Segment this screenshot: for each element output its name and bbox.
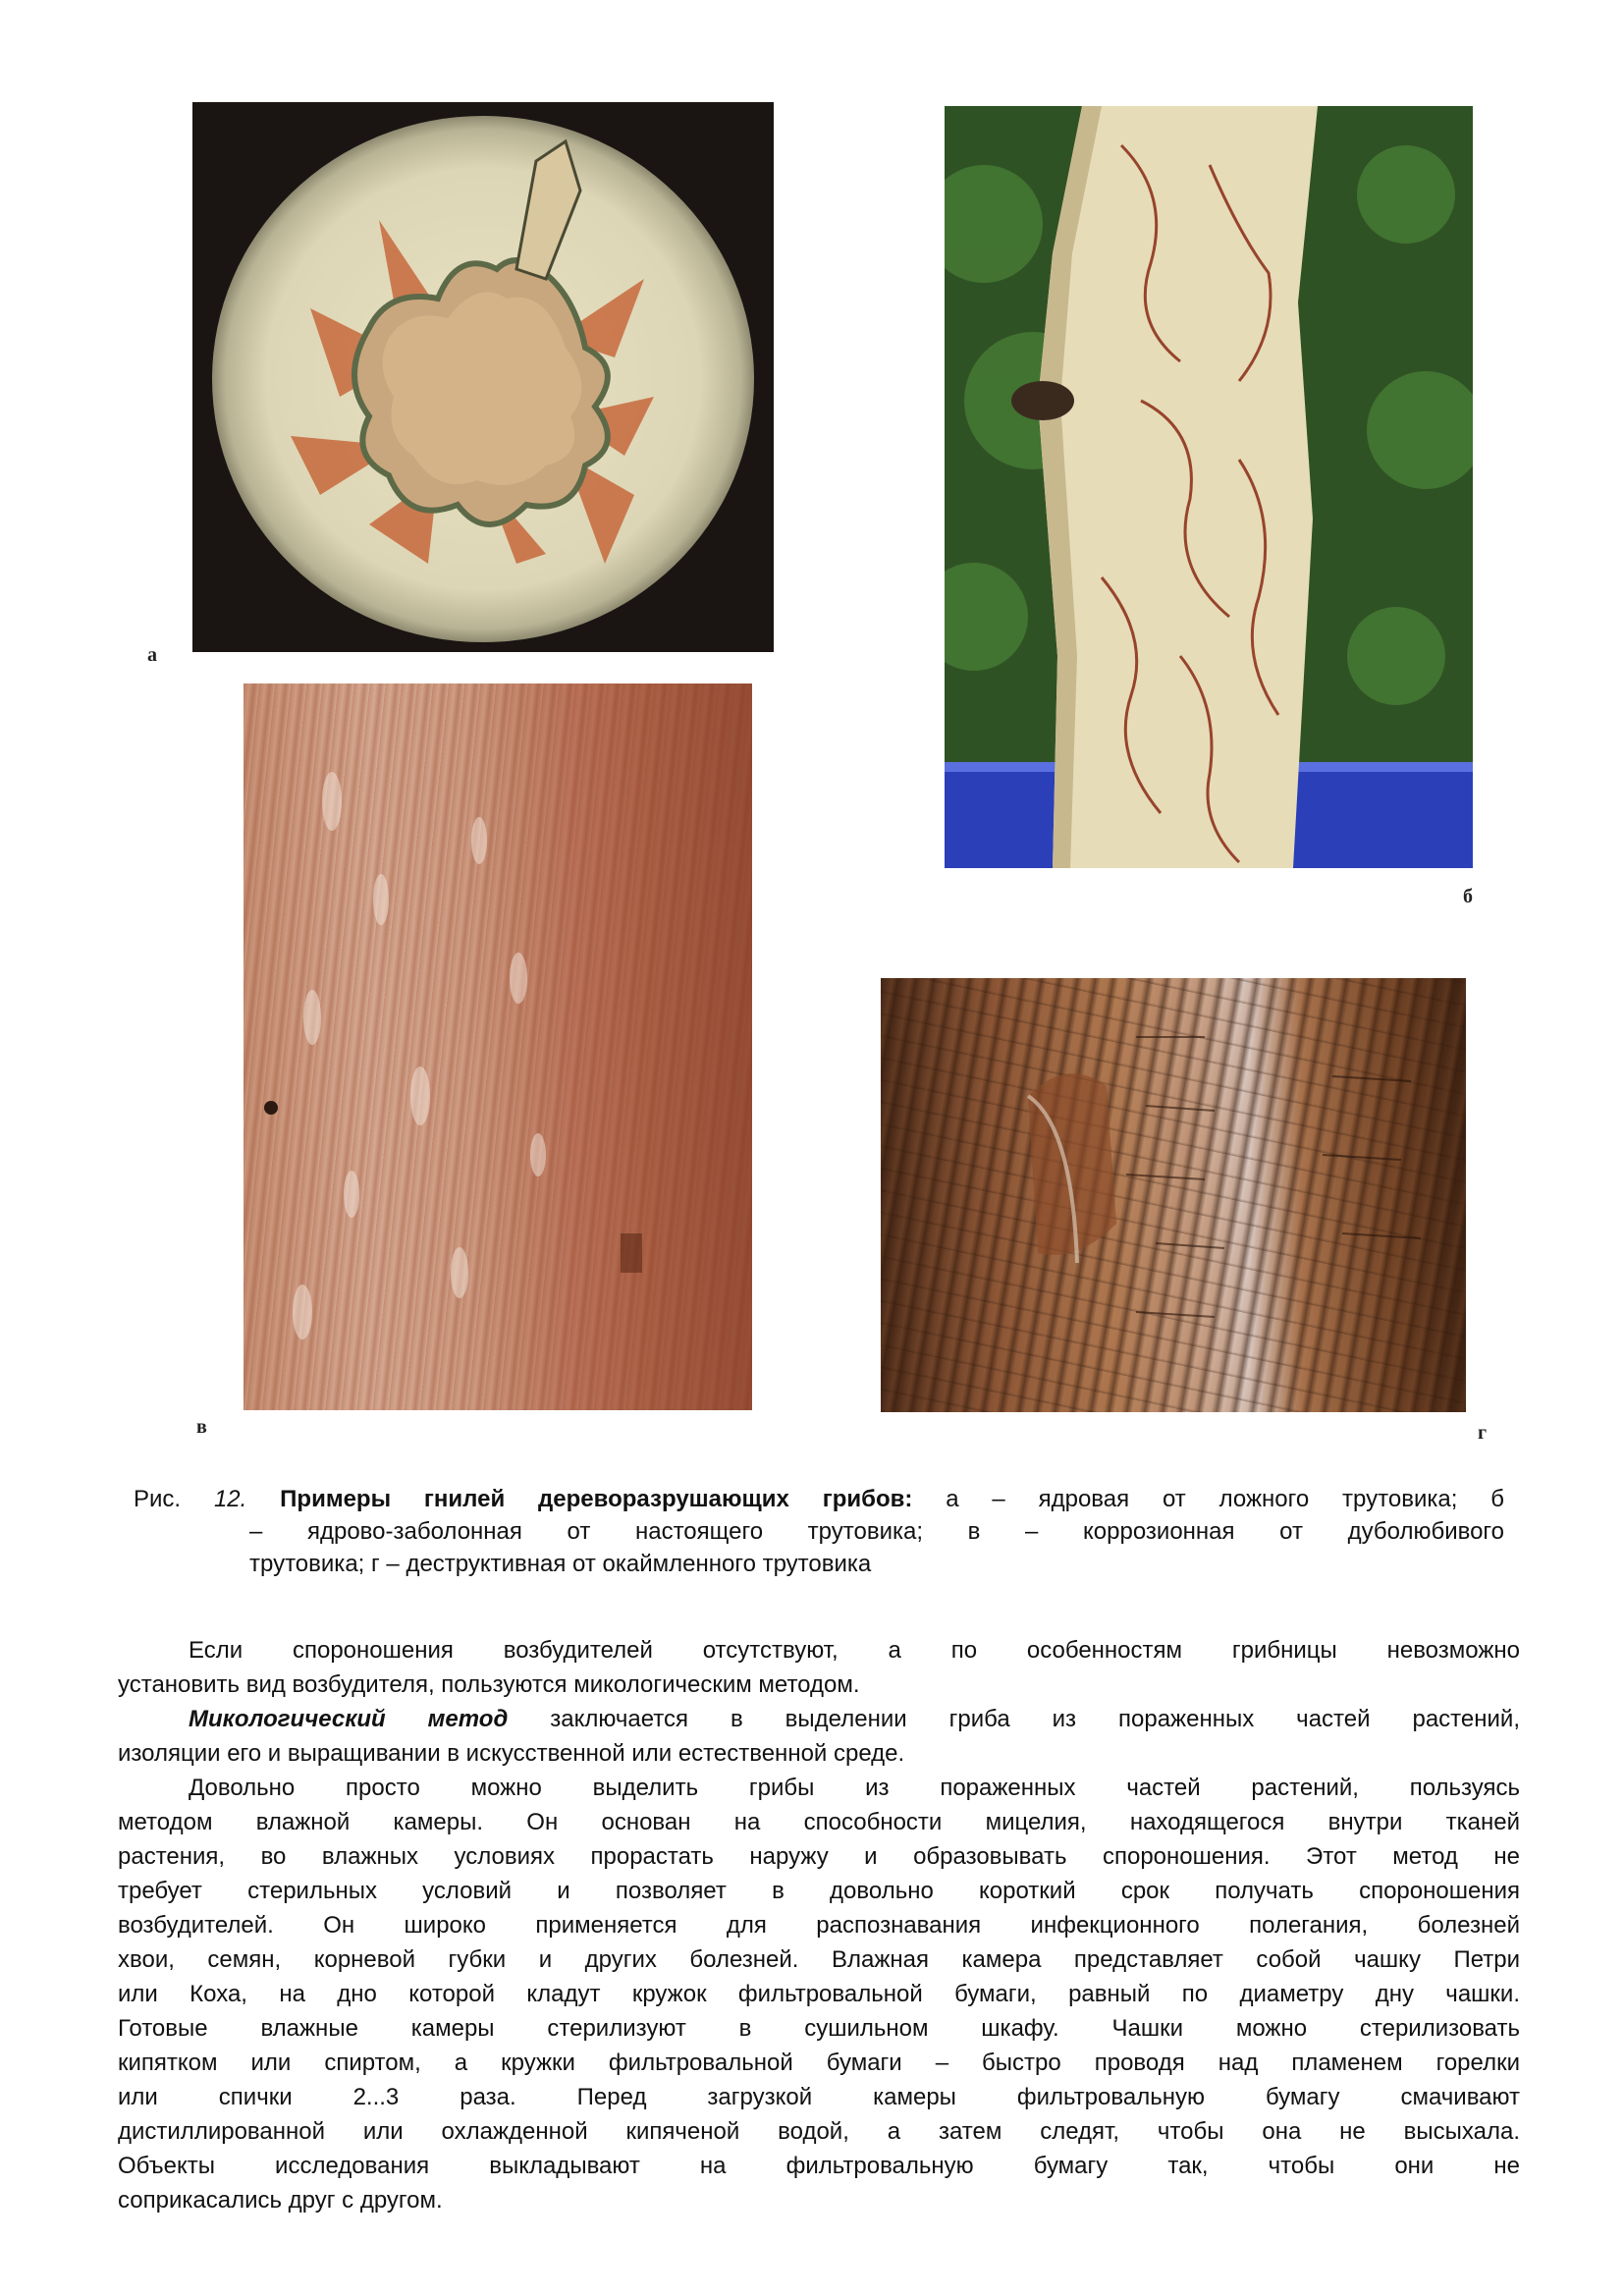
photo-heart-rot <box>192 102 774 652</box>
label-b: б <box>1463 886 1473 907</box>
figure-caption <box>134 1483 1504 1580</box>
paragraph-3-line: возбудителей. Он широко применяется для распознавания инфекционного полегания, болезней <box>118 1912 1520 1939</box>
paragraph-1-line-2: установить вид возбудителя, пользуются микологическим методом. <box>118 1671 860 1698</box>
body-text <box>118 1633 1520 2217</box>
photo-corrosive-rot-drawing <box>244 683 752 1410</box>
paragraph-2-line-1 <box>118 1702 1520 1736</box>
photo-destructive-rot-drawing <box>881 978 1466 1412</box>
caption-line-1-rest: а – ядровая от ложного трутовика; б <box>912 1486 1504 1512</box>
photo-heart-sapwood-rot <box>945 106 1473 868</box>
photo-corrosive-rot <box>244 683 752 1410</box>
caption-line-2: – ядрово-заболонная от настоящего трутовика; в – коррозионная от дуболюбивого <box>249 1518 1504 1545</box>
caption-line-3: трутовика; г – деструктивная от окаймленного трутовика <box>249 1551 872 1577</box>
paragraph-3-line: хвои, семян, корневой губки и других болезней. Влажная камера представляет собой чашку Петри <box>118 1946 1520 1973</box>
paragraph-3-line: методом влажной камеры. Он основан на способности мицелия, находящегося внутри тканей <box>118 1809 1520 1835</box>
photo-heart-sapwood-rot-drawing <box>945 106 1473 868</box>
paragraph-3-line: или Коха, на дно которой кладут кружок фильтровальной бумаги, равный по диаметру дну чашки. <box>118 1981 1520 2007</box>
paragraph-2-line-2: изоляции его и выращивании в искусственной или естественной среде. <box>118 1740 905 1767</box>
label-g: г <box>1478 1422 1488 1444</box>
photo-destructive-rot <box>881 978 1466 1412</box>
paragraph-3-line: требует стерильных условий и позволяет в довольно короткий срок получать спороношения <box>118 1878 1520 1904</box>
label-a: а <box>147 644 157 666</box>
label-v: в <box>196 1416 207 1438</box>
paragraph-1-line-1: Если спороношения возбудителей отсутствуют, а по особенностям грибницы невозможно <box>189 1637 1520 1664</box>
paragraph-3-line: растения, во влажных условиях прорастать наружу и образовывать спороношения. Этот метод не <box>118 1843 1520 1870</box>
paragraph-3-line: кипятком или спиртом, а кружки фильтровальной бумаги – быстро проводя над пламенем горелки <box>118 2050 1520 2076</box>
caption-number: 12. <box>213 1486 247 1512</box>
paragraph-2-line-1-rest: заключается в выделении гриба из пораженных частей растений, <box>508 1706 1520 1732</box>
paragraph-3-line: Готовые влажные камеры стерилизуют в сушильном шкафу. Чашки можно стерилизовать <box>118 2015 1520 2042</box>
caption-prefix: Рис. <box>134 1486 214 1512</box>
paragraph-3-line: соприкасались друг с другом. <box>118 2187 443 2214</box>
photo-heart-rot-drawing <box>192 102 774 652</box>
caption-line-1 <box>134 1483 1504 1515</box>
paragraph-3-line: Объекты исследования выкладывают на фильтровальную бумагу так, чтобы они не <box>118 2153 1520 2179</box>
paragraph-3-line: Довольно просто можно выделить грибы из пораженных частей растений, пользуясь <box>189 1775 1520 1801</box>
caption-title: Примеры гнилей дереворазрушающих грибов: <box>246 1486 913 1512</box>
paragraph-3-line: дистиллированной или охлажденной кипяченой водой, а затем следят, чтобы она не высыхала. <box>118 2118 1520 2145</box>
term-mycological-method: Микологический метод <box>189 1706 509 1732</box>
paragraph-3-line: или спички 2...3 раза. Перед загрузкой камеры фильтровальную бумагу смачивают <box>118 2084 1520 2110</box>
paragraph-3 <box>118 1771 1520 2217</box>
